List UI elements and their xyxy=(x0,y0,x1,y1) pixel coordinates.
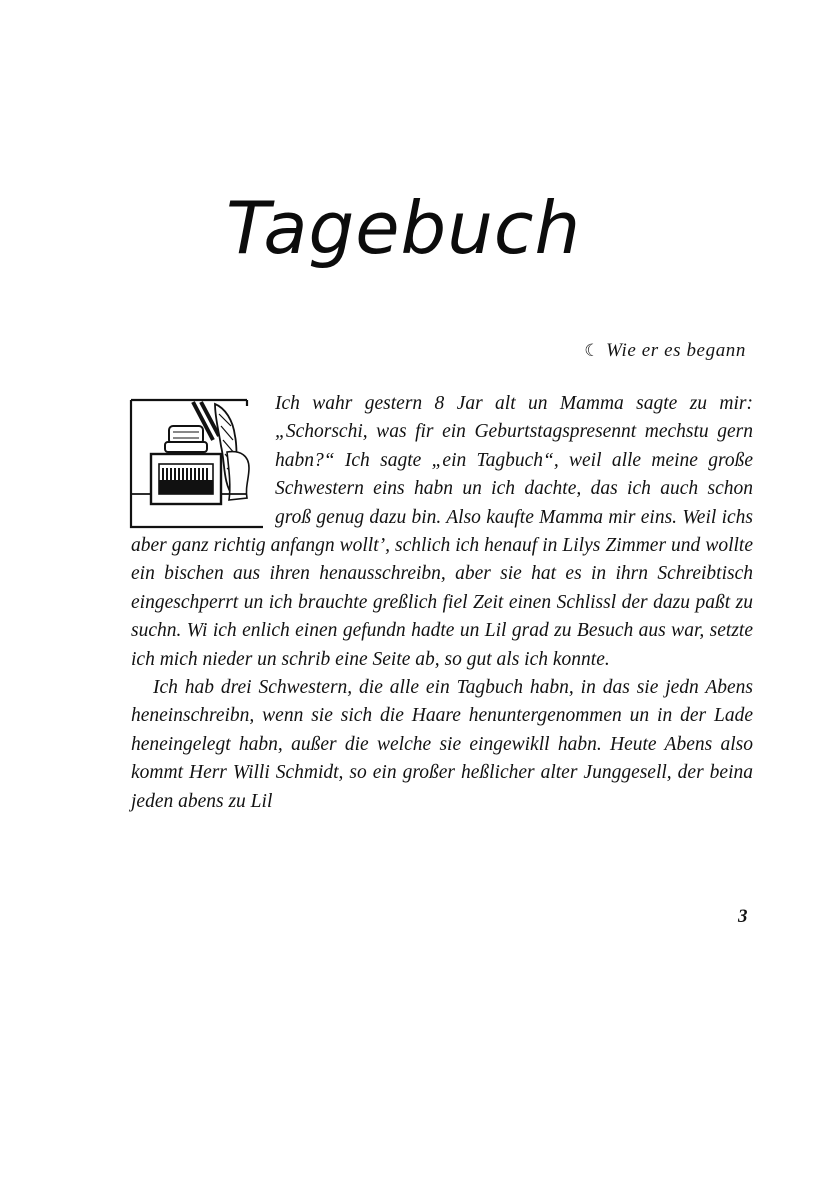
paragraph: Ich wahr gestern 8 Jar alt un Mamma sagte zu mir: „Schorschi, was fir ein Geburtstagspresennt mechstu gern habn?“ Ich sagte „ein Tagbuch“, weil alle meine große Schwestern eins habn un ich dachte, das ich auch schon groß genug dazu bin. Also kaufte Mamma mir eins. Weil ichs aber ganz richtig anfangn wollt’, schlich ich henauf in Lilys Zimmer und wollte ein bischen aus ihren henausschreibn, aber sie hat es in ihrn Schreibtisch eingeschperrt un ich brauchte greßlich fiel Zeit einen Schlissl der dazu paßt zu suchn. Wi ich enlich einen gefundn hadte un Lil grad zu Besuch aus war, setzte ich mich nieder un schrib eine Seite ab, so gut als ich konnte. xyxy=(131,393,753,670)
page-number: 3 xyxy=(738,906,748,927)
paragraph: Ich hab drei Schwestern, die alle ein Tagbuch habn, in das sie jedn Abens heneinschreibn, wenn sie sich die Haare henuntergenommen un in der Lade heneingelegt habn, außer die welche sie eingewikll habn. Heute Abens also kommt Herr Willi Schmidt, so ein großer heßlicher alter Junggesell, der beina jeden abens zu Lil xyxy=(131,677,753,812)
chapter-heading xyxy=(584,340,746,362)
moon-ornament-icon: ☾ xyxy=(584,341,601,360)
chapter-title: Wie er es begann xyxy=(606,340,746,361)
page-title: Tagebuch xyxy=(226,186,582,270)
body-text xyxy=(131,390,753,816)
illustration-space xyxy=(131,390,275,532)
